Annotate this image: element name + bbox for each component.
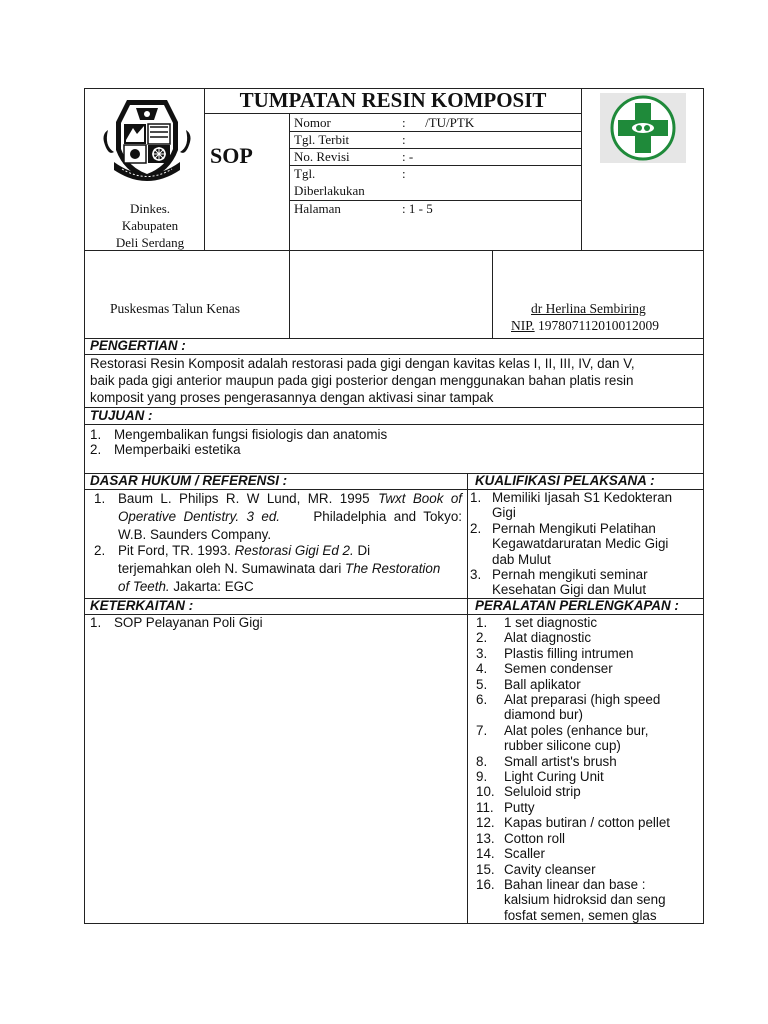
field-no-revisi-value: : - bbox=[402, 149, 414, 164]
list-number: 8. bbox=[476, 753, 488, 769]
ref1-publisher-a: Philadelphia and Tokyo: bbox=[313, 509, 462, 525]
list-item bbox=[476, 646, 700, 661]
keterkaitan-heading: KETERKAITAN : bbox=[90, 598, 194, 613]
list-item bbox=[476, 769, 700, 784]
puskesmas-logo bbox=[600, 93, 686, 163]
list-number: 1. bbox=[476, 615, 488, 630]
tujuan-heading: TUJUAN : bbox=[90, 408, 153, 423]
list-item-text: fosfat semen, semen glas bbox=[504, 907, 657, 923]
list-item bbox=[476, 615, 700, 630]
list-item bbox=[476, 800, 700, 815]
list-item-text: Alat poles (enhance bur, bbox=[504, 722, 649, 738]
kualifikasi-heading: KUALIFIKASI PELAKSANA : bbox=[475, 473, 655, 488]
ref2-translator: terjemahkan oleh N. Sumawinata dari bbox=[118, 561, 342, 577]
peralatan-list bbox=[476, 615, 700, 923]
list-item-text: diamond bur) bbox=[504, 707, 583, 723]
reference-2: 2. Pit Ford, TR. 1993. Restorasi Gigi Ed 2. Di terjemahkan oleh N. Sumawinata dari The Restoration of Teeth. Jakarta: EGC bbox=[94, 543, 441, 595]
list-item-text: Putty bbox=[504, 799, 535, 815]
list-number: 14. bbox=[476, 846, 495, 862]
pengertian-text bbox=[90, 355, 700, 406]
field-halaman-value: : 1 - 5 bbox=[402, 201, 433, 216]
list-item bbox=[476, 862, 700, 877]
list-item: 2. Pernah Mengikuti Pelatihan Kegawatdaruratan Medic Gigi dab Mulut bbox=[470, 520, 669, 567]
field-tgl-terbit-label: Tgl. Terbit bbox=[294, 132, 350, 147]
list-number: 7. bbox=[476, 722, 488, 738]
ref2-author: Pit Ford, TR. 1993. bbox=[118, 543, 231, 558]
list-item bbox=[476, 677, 700, 692]
signer-nip bbox=[511, 318, 659, 334]
list-item-text: Seluloid strip bbox=[504, 784, 581, 800]
pengertian-heading: PENGERTIAN : bbox=[90, 338, 186, 353]
list-item-text: Ball aplikator bbox=[504, 676, 581, 692]
list-item-text: Small artist's brush bbox=[504, 753, 617, 769]
list-item-text: Scaller bbox=[504, 846, 545, 862]
dinkes-line-2: Kabupaten bbox=[121, 218, 179, 233]
ref2-publisher: Jakarta: EGC bbox=[173, 579, 254, 595]
list-item bbox=[476, 846, 700, 861]
list-number: 11. bbox=[476, 799, 494, 815]
document-title: TUMPATAN RESIN KOMPOSIT bbox=[239, 88, 547, 112]
list-number: 9. bbox=[476, 769, 488, 785]
list-number: 15. bbox=[476, 861, 495, 877]
list-number: 6. bbox=[476, 692, 488, 708]
list-item bbox=[476, 815, 700, 830]
field-tgl-diberlakukan-value: : bbox=[402, 166, 406, 181]
field-halaman-label: Halaman bbox=[294, 201, 341, 216]
dinkes-line-3: Deli Serdang bbox=[115, 235, 185, 250]
pengertian-line-2: baik pada gigi anterior maupun pada gigi posterior dengan menggunakan bahan platis resin bbox=[90, 373, 634, 388]
field-nomor-value: : /TU/PTK bbox=[402, 115, 475, 130]
field-tgl-line2: Diberlakukan bbox=[294, 183, 365, 198]
kualifikasi-list bbox=[470, 490, 700, 598]
list-item: 3. Pernah mengikuti seminar Kesehatan Gigi dan Mulut bbox=[470, 567, 648, 598]
ref1-authors: Baum L. Philips R. W Lund, MR. 1995 bbox=[118, 491, 370, 506]
list-item-text: Cotton roll bbox=[504, 830, 566, 846]
list-number: 10. bbox=[476, 784, 495, 800]
list-item-text: Alat preparasi (high speed bbox=[504, 692, 661, 708]
pengertian-line-3: komposit yang proses pengerasannya dengan aktivasi sinar tampak bbox=[90, 390, 494, 405]
tujuan-list bbox=[90, 427, 460, 458]
field-tgl-terbit-value: : bbox=[402, 132, 406, 147]
ref1-title-b: Operative Dentistry. 3 ed. bbox=[118, 509, 280, 525]
list-item-text: 1 set diagnostic bbox=[504, 615, 598, 630]
ref2-orig-title-a: The Restoration bbox=[345, 561, 441, 577]
sop-label: SOP bbox=[210, 143, 253, 168]
pengertian-line-1: Restorasi Resin Komposit adalah restorasi pada gigi dengan kavitas kelas I, II, III, IV, dan V, bbox=[90, 356, 635, 371]
keterkaitan-list bbox=[90, 615, 460, 630]
reference-1: 1. Baum L. Philips R. W Lund, MR. 1995 Twxt Book of Operative Dentistry. 3 ed. Philadelphia and Tokyo: W.B. Saunders Company. bbox=[94, 490, 462, 545]
list-item-text: Plastis filling intrumen bbox=[504, 645, 634, 661]
ref1-title-a: Twxt Book of bbox=[378, 491, 462, 506]
puskesmas-name: Puskesmas Talun Kenas bbox=[110, 301, 241, 316]
field-nomor bbox=[294, 114, 331, 131]
list-item: 2. Memperbaiki estetika bbox=[90, 442, 241, 458]
list-item bbox=[476, 784, 700, 799]
field-tgl-diberlakukan-label bbox=[294, 165, 365, 199]
nip-value: 197807112010012009 bbox=[538, 318, 660, 333]
list-item bbox=[476, 630, 700, 645]
ref2-title: Restorasi Gigi Ed 2. bbox=[234, 543, 354, 558]
list-item bbox=[476, 692, 700, 723]
list-item bbox=[476, 723, 700, 754]
dinkes-line-1: Dinkes. bbox=[129, 201, 171, 216]
ref2-orig-title-b: of Teeth. bbox=[118, 579, 170, 595]
list-item-text: Kapas butiran / cotton pellet bbox=[504, 815, 671, 831]
signer-name: dr Herlina Sembiring bbox=[531, 301, 646, 316]
list-item bbox=[476, 877, 700, 923]
ref2-di: Di bbox=[357, 543, 371, 558]
list-item: 1. Mengembalikan fungsi fisiologis dan anatomis bbox=[90, 427, 388, 442]
ref1-publisher-b: W.B. Saunders Company. bbox=[118, 527, 272, 543]
peralatan-heading: PERALATAN PERLENGKAPAN : bbox=[475, 598, 679, 613]
field-nomor-label: Nomor bbox=[294, 115, 331, 130]
list-number: 13. bbox=[476, 830, 495, 846]
dinkes-label bbox=[90, 200, 210, 251]
regency-seal-logo bbox=[100, 92, 194, 188]
list-item-text: Bahan linear dan base : bbox=[504, 876, 646, 892]
list-number: 3. bbox=[476, 645, 488, 661]
list-item-text: rubber silicone cup) bbox=[504, 738, 621, 754]
list-item-text: Alat diagnostic bbox=[504, 630, 592, 646]
list-item: 1. SOP Pelayanan Poli Gigi bbox=[90, 615, 263, 630]
list-item bbox=[476, 831, 700, 846]
list-item-text: Light Curing Unit bbox=[504, 769, 604, 785]
list-item bbox=[476, 661, 700, 676]
field-no-revisi-label: No. Revisi bbox=[294, 149, 350, 164]
list-number: 4. bbox=[476, 661, 488, 677]
field-tgl-line1: Tgl. bbox=[294, 166, 316, 181]
list-item-text: Semen condenser bbox=[504, 661, 613, 677]
list-item-text: kalsium hidroksid dan seng bbox=[504, 892, 666, 908]
list-number: 2. bbox=[476, 630, 488, 646]
list-number: 12. bbox=[476, 815, 495, 831]
list-number: 5. bbox=[476, 676, 488, 692]
list-item: 1. Memiliki Ijasah S1 Kedokteran Gigi bbox=[470, 490, 673, 521]
list-number: 16. bbox=[476, 876, 495, 892]
nip-label: NIP. bbox=[511, 318, 535, 333]
dasar-hukum-heading: DASAR HUKUM / REFERENSI : bbox=[90, 473, 288, 488]
list-item-text: Cavity cleanser bbox=[504, 861, 596, 877]
list-item bbox=[476, 754, 700, 769]
